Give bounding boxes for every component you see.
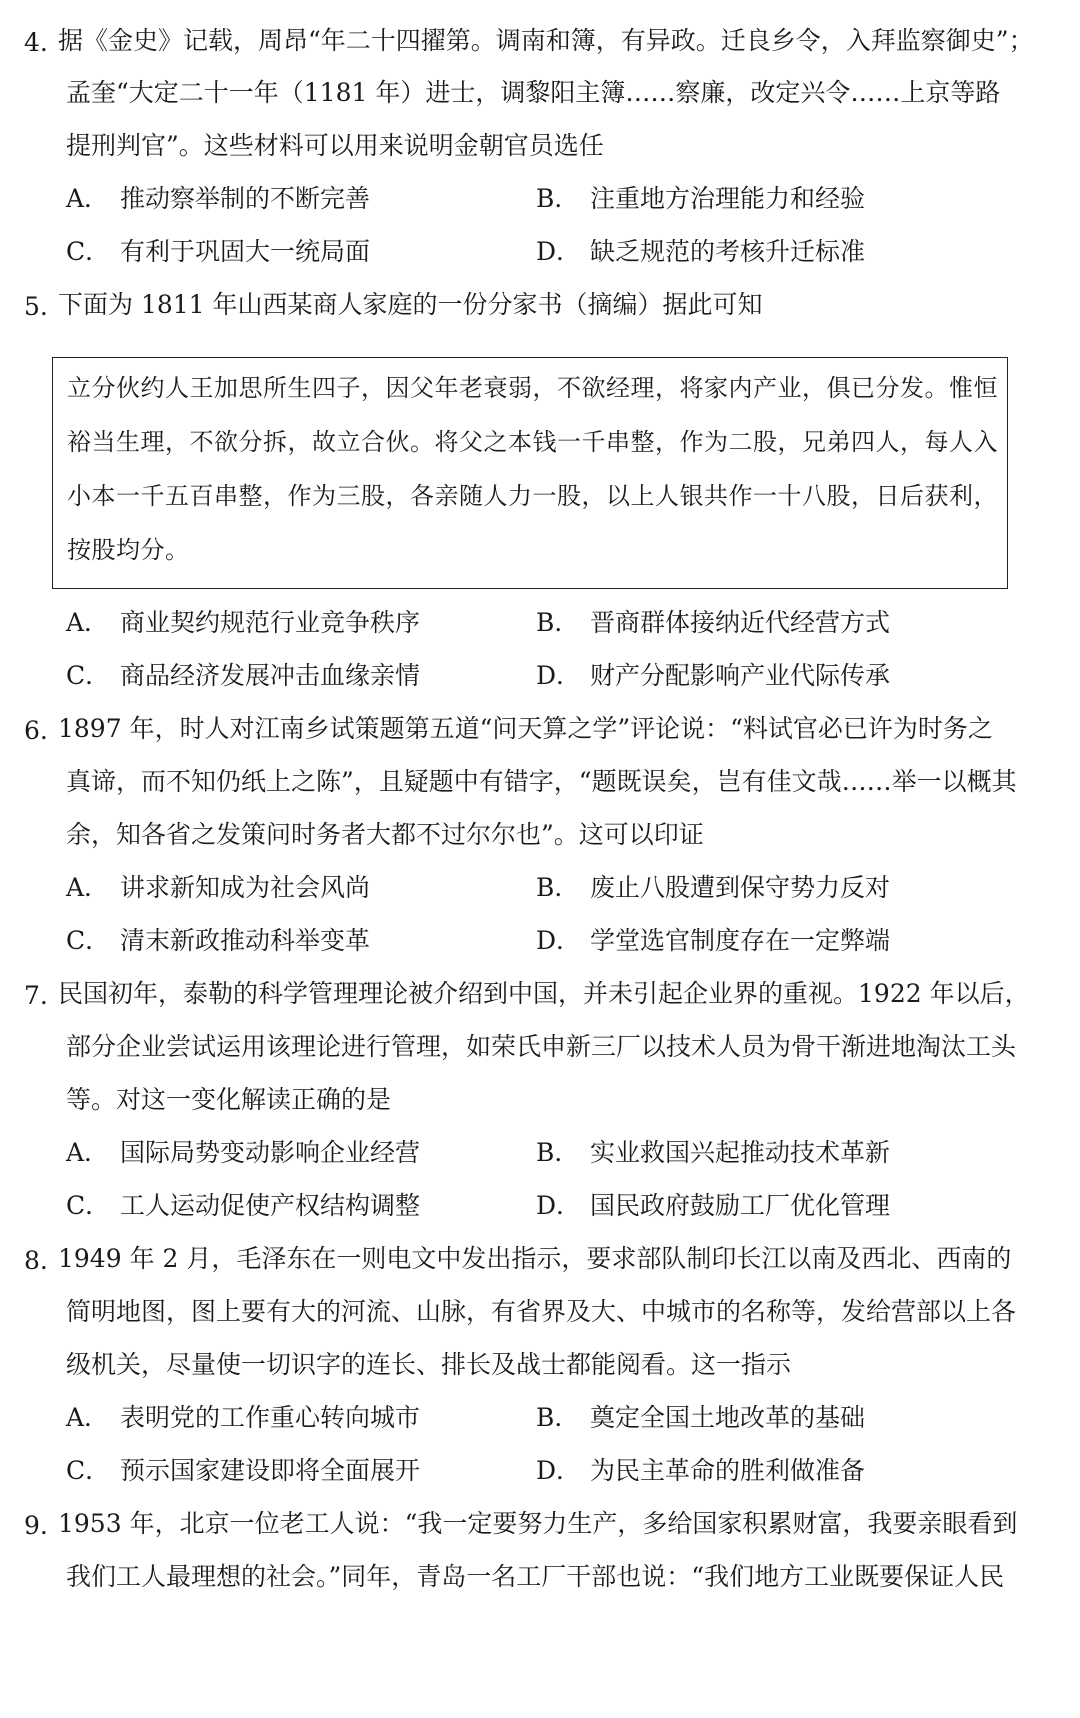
question-stem-line: 下面为 1811 年山西某商人家庭的一份分家书（摘编）据此可知 bbox=[58, 290, 763, 319]
excerpt-line: 按股均分。 bbox=[67, 536, 190, 564]
option-d: D． 国民政府鼓励工厂优化管理 bbox=[536, 1191, 891, 1220]
question-stem-line: 部分企业尝试运用该理论进行管理，如荣氏申新三厂以技术人员为骨干渐进地淘汰工头 bbox=[66, 1032, 1017, 1061]
option-b: B． 实业救国兴起推动技术革新 bbox=[536, 1138, 891, 1167]
option-c: C． 清末新政推动科举变革 bbox=[66, 926, 371, 955]
option-c: C． 商品经济发展冲击血缘亲情 bbox=[66, 661, 421, 690]
question-number: 4. bbox=[24, 28, 48, 57]
question-number: 9. bbox=[24, 1511, 48, 1540]
question-number: 5. bbox=[24, 292, 48, 321]
option-b: B． 晋商群体接纳近代经营方式 bbox=[536, 608, 891, 637]
option-a: A． 讲求新知成为社会风尚 bbox=[66, 873, 371, 902]
option-a: A． 国际局势变动影响企业经营 bbox=[66, 1138, 421, 1167]
option-b: B． 废止八股遭到保守势力反对 bbox=[536, 873, 891, 902]
option-b: B． 注重地方治理能力和经验 bbox=[536, 184, 866, 213]
option-b: B． 奠定全国土地改革的基础 bbox=[536, 1403, 866, 1432]
question-stem-line: 1953 年，北京一位老工人说：“我一定要努力生产，多给国家积累财富，我要亲眼看到 bbox=[58, 1509, 1018, 1538]
question-stem-line: 1897 年，时人对江南乡试策题第五道“问天算之学”评论说：“料试官必已许为时务之 bbox=[58, 714, 993, 743]
question-stem-line: 真谛，而不知仍纸上之陈”，且疑题中有错字，“题既误矣，岂有佳文哉……举一以概其 bbox=[66, 767, 1017, 796]
question-stem-line: 等。对这一变化解读正确的是 bbox=[66, 1085, 392, 1114]
question-stem-line: 简明地图，图上要有大的河流、山脉，有省界及大、中城市的名称等，发给营部以上各 bbox=[66, 1297, 1017, 1326]
option-a: A． 商业契约规范行业竞争秩序 bbox=[66, 608, 421, 637]
option-c: C． 有利于巩固大一统局面 bbox=[66, 237, 371, 266]
excerpt-line: 立分伙约人王加思所生四子，因父年老衰弱，不欲经理，将家内产业，俱已分发。惟恒 bbox=[67, 374, 998, 402]
question-stem-line: 1949 年 2 月，毛泽东在一则电文中发出指示，要求部队制印长江以南及西北、西南的 bbox=[58, 1244, 1012, 1273]
option-a: A． 推动察举制的不断完善 bbox=[66, 184, 371, 213]
option-d: D． 为民主革命的胜利做准备 bbox=[536, 1456, 866, 1485]
question-stem-line: 我们工人最理想的社会。”同年，青岛一名工厂干部也说：“我们地方工业既要保证人民 bbox=[66, 1562, 1005, 1591]
option-d: D． 学堂选官制度存在一定弊端 bbox=[536, 926, 891, 955]
option-c: C． 工人运动促使产权结构调整 bbox=[66, 1191, 421, 1220]
question-number: 8. bbox=[24, 1246, 48, 1275]
option-a: A． 表明党的工作重心转向城市 bbox=[66, 1403, 421, 1432]
question-stem-line: 民国初年，泰勒的科学管理理论被介绍到中国，并未引起企业界的重视。1922 年以后， bbox=[58, 979, 1030, 1008]
question-stem-line: 提刑判官”。这些材料可以用来说明金朝官员选任 bbox=[66, 131, 604, 160]
question-stem-line: 余，知各省之发策问时务者大都不过尔尔也”。这可以印证 bbox=[66, 820, 704, 849]
option-d: D． 财产分配影响产业代际传承 bbox=[536, 661, 891, 690]
question-stem-line: 级机关，尽量使一切识字的连长、排长及战士都能阅看。这一指示 bbox=[66, 1350, 792, 1379]
source-excerpt-box bbox=[52, 357, 1008, 589]
option-d: D． 缺乏规范的考核升迁标准 bbox=[536, 237, 866, 266]
question-number: 6. bbox=[24, 716, 48, 745]
excerpt-line: 裕当生理，不欲分拆，故立合伙。将父之本钱一千串整，作为二股，兄弟四人，每人入 bbox=[67, 428, 998, 456]
question-stem-line: 孟奎“大定二十一年（1181 年）进士，调黎阳主簿……察廉，改定兴令……上京等路 bbox=[66, 78, 1001, 107]
option-c: C． 预示国家建设即将全面展开 bbox=[66, 1456, 421, 1485]
excerpt-line: 小本一千五百串整，作为三股，各亲随人力一股，以上人银共作一十八股，日后获利， bbox=[67, 482, 998, 510]
question-stem-line: 据《金史》记载，周昂“年二十四擢第。调南和簿，有异政。迁良乡令，入拜监察御史”； bbox=[58, 26, 1034, 55]
question-number: 7. bbox=[24, 981, 48, 1010]
